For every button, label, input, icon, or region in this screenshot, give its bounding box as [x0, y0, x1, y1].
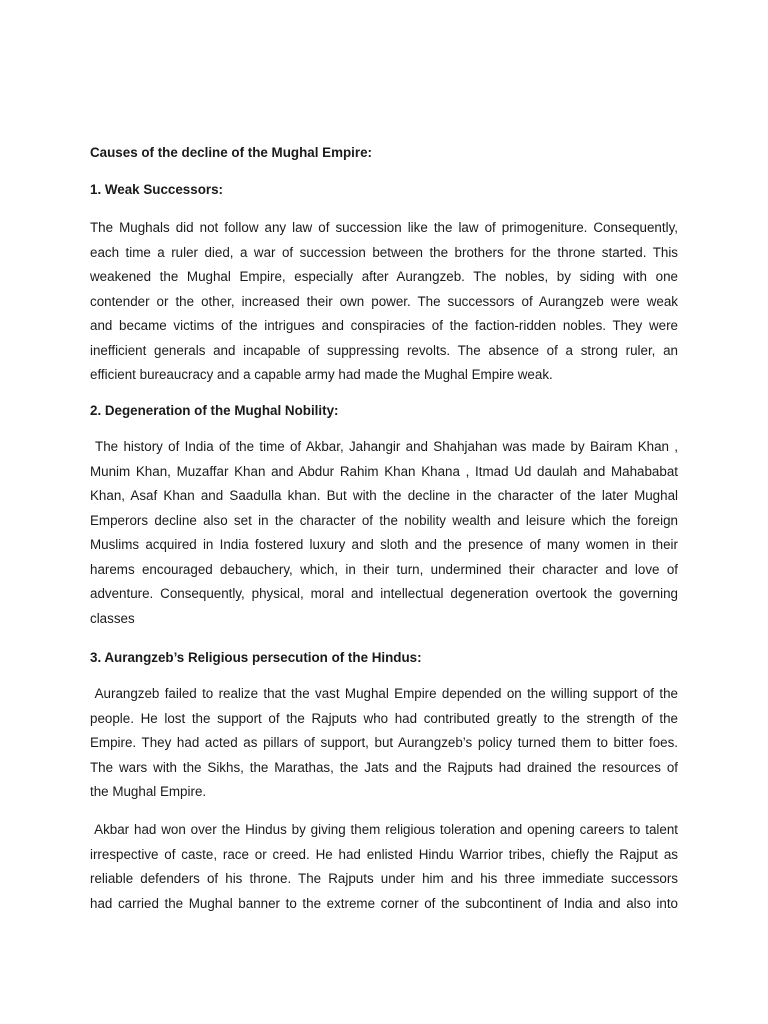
text-line: had carried the Mughal banner to the extreme corner of the subcontinent of India and also into	[90, 895, 678, 911]
text-line: harems encouraged debauchery, which, in their turn, undermined their character and love of	[90, 561, 678, 577]
text-line: each time a ruler died, a war of succession between the brothers for the throne started. This	[90, 244, 678, 260]
text-line: adventure. Consequently, physical, moral and intellectual degeneration overtook the governing	[90, 586, 678, 601]
text-line: reliable defenders of his throne. The Rajputs under him and his three immediate successors	[90, 871, 678, 886]
text-line: classes	[90, 610, 135, 626]
section-heading-nobility: 2. Degeneration of the Mughal Nobility:	[90, 403, 339, 418]
text-line: people. He lost the support of the Rajputs who had contributed greatly to the strength of the	[90, 710, 678, 726]
text-line: inefficient generals and incapable of suppressing revolts. The absence of a strong ruler, an	[90, 342, 678, 358]
text-line: Aurangzeb failed to realize that the vast Mughal Empire depended on the willing support of the	[90, 686, 678, 701]
text-line: irrespective of caste, race or creed. He had enlisted Hindu Warrior tribes, chiefly the Rajput as	[90, 846, 678, 862]
text-line: Akbar had won over the Hindus by giving them religious toleration and opening careers to talent	[90, 822, 678, 837]
text-line: Munim Khan, Muzaffar Khan and Abdur Rahim Khan Khana , Itmad Ud daulah and Mahababat	[90, 463, 678, 479]
section-heading-religious-persecution: 3. Aurangzeb’s Religious persecution of the Hindus:	[90, 650, 422, 665]
text-line: The history of India of the time of Akbar, Jahangir and Shahjahan was made by Bairam Khan ,	[90, 439, 678, 454]
text-line: contender or the other, increased their own power. The successors of Aurangzeb were weak	[90, 293, 678, 309]
paragraph-weak-successors	[90, 216, 678, 388]
text-line: weakened the Mughal Empire, especially after Aurangzeb. The nobles, by siding with one	[90, 269, 678, 284]
text-line: Khan, Asaf Khan and Saadulla khan. But with the decline in the character of the later Mughal	[90, 488, 678, 503]
text-line: and became victims of the intrigues and conspiracies of the faction-ridden nobles. They were	[90, 318, 678, 333]
document-page	[90, 0, 678, 1024]
text-line: efficient bureaucracy and a capable army had made the Mughal Empire weak.	[90, 367, 553, 382]
text-line: the Mughal Empire.	[90, 784, 207, 799]
section-heading-weak-successors: 1. Weak Successors:	[90, 182, 223, 197]
paragraph-religious-persecution-2	[90, 818, 678, 916]
text-line: The wars with the Sikhs, the Marathas, the Jats and the Rajputs had drained the resources of	[90, 759, 678, 775]
text-line: Emperors decline also set in the character of the nobility wealth and leisure which the foreign	[90, 512, 678, 528]
paragraph-religious-persecution-1	[90, 682, 678, 805]
text-line: The Mughals did not follow any law of succession like the law of primogeniture. Consequently,	[90, 220, 678, 235]
text-line: Muslims acquired in India fostered luxury and sloth and the presence of many women in their	[90, 537, 678, 552]
document-title: Causes of the decline of the Mughal Empire:	[90, 145, 372, 160]
text-line: Empire. They had acted as pillars of support, but Aurangzeb’s policy turned them to bitter foes.	[90, 735, 678, 750]
paragraph-nobility	[90, 435, 678, 631]
